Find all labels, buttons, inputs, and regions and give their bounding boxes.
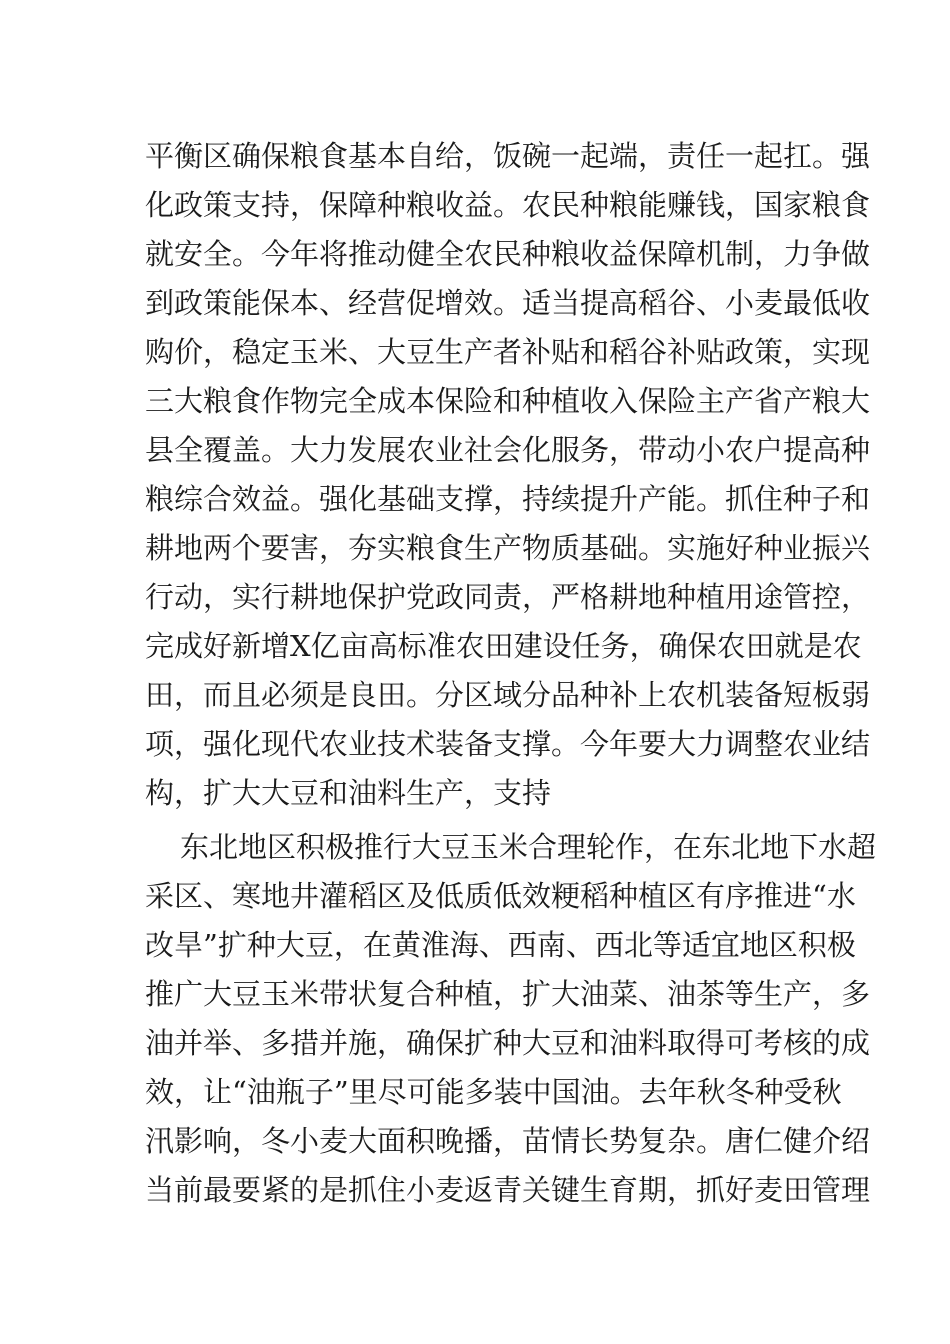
- text-line: 完成好新增X亿亩高标准农田建设任务，确保农田就是农: [145, 629, 862, 663]
- text-line: 购价，稳定玉米、大豆生产者补贴和稻谷补贴政策，实现: [145, 335, 871, 369]
- text-line: 东北地区积极推行大豆玉米合理轮作，在东北地下水超: [180, 830, 877, 864]
- text-line: 油并举、多措并施，确保扩种大豆和油料取得可考核的成: [145, 1026, 871, 1060]
- text-line: 化政策支持，保障种粮收益。农民种粮能赚钱，国家粮食: [145, 188, 871, 222]
- text-line: 采区、寒地井灌稻区及低质低效粳稻种植区有序推进“水: [145, 879, 856, 913]
- text-line: 汛影响，冬小麦大面积晚播，苗情长势复杂。唐仁健介绍: [145, 1124, 871, 1158]
- text-line: 平衡区确保粮食基本自给，饭碗一起端，责任一起扛。强: [145, 139, 871, 173]
- text-line: 推广大豆玉米带状复合种植，扩大油菜、油茶等生产，多: [145, 977, 871, 1011]
- text-line: 就安全。今年将推动健全农民种粮收益保障机制，力争做: [145, 237, 871, 271]
- text-line: 粮综合效益。强化基础支撑，持续提升产能。抓住种子和: [145, 482, 871, 516]
- text-line: 到政策能保本、经营促增效。适当提高稻谷、小麦最低收: [145, 286, 871, 320]
- text-line: 项，强化现代农业技术装备支撑。今年要大力调整农业结: [145, 727, 871, 761]
- text-line: 县全覆盖。大力发展农业社会化服务，带动小农户提高种: [145, 433, 871, 467]
- text-line: 改旱”扩种大豆，在黄淮海、西南、西北等适宜地区积极: [145, 928, 856, 962]
- text-line: 构，扩大大豆和油料生产，支持: [145, 776, 552, 810]
- text-line: 耕地两个要害，夯实粮食生产物质基础。实施好种业振兴: [145, 531, 871, 565]
- text-line: 效，让“油瓶子”里尽可能多装中国油。去年秋冬种受秋: [145, 1075, 842, 1109]
- text-line: 当前最要紧的是抓住小麦返青关键生育期，抓好麦田管理: [145, 1173, 871, 1207]
- text-line: 行动，实行耕地保护党政同责，严格耕地种植用途管控，: [145, 580, 871, 614]
- text-line: 三大粮食作物完全成本保险和种植收入保险主产省产粮大: [145, 384, 871, 418]
- text-line: 田，而且必须是良田。分区域分品种补上农机装备短板弱: [145, 678, 871, 712]
